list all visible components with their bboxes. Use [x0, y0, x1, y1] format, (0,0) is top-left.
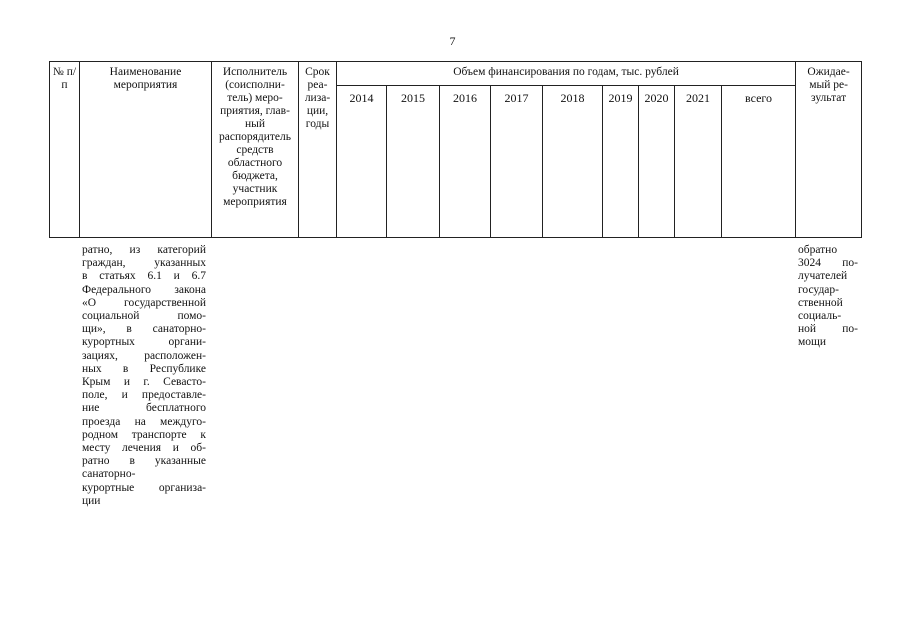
result-line: 3024 по-: [798, 257, 858, 270]
header-year-2021: 2021: [675, 86, 722, 238]
name-line: граждан, указанных: [82, 257, 206, 270]
header-year-2017: 2017: [491, 86, 543, 238]
name-line: социальной помо-: [82, 310, 206, 323]
header-year-2014: 2014: [337, 86, 387, 238]
result-line: обратно: [798, 244, 838, 256]
name-line: Федерального закона: [82, 283, 206, 296]
name-line: поле, и предоставле-: [82, 389, 206, 402]
result-line: ственной: [798, 296, 843, 309]
name-line: ных в Республике: [82, 362, 206, 375]
result-line: государ-: [798, 283, 839, 296]
measure-name-continuation: [82, 244, 206, 508]
name-line: проезда на междуго-: [82, 415, 206, 428]
page-number: 7: [449, 34, 456, 48]
header-funding: Объем финансирования по годам, тыс. рублей: [337, 62, 796, 86]
name-line: в статьях 6.1 и 6.7: [82, 270, 206, 283]
result-line: социаль-: [798, 310, 842, 323]
name-line: санаторно-: [82, 468, 136, 481]
header-result: Ожидае-мый ре-зультат: [796, 62, 862, 238]
name-line: ратно в указанные: [82, 455, 206, 468]
name-line: курортных органи-: [82, 336, 206, 349]
name-line: ние бесплатного: [82, 402, 206, 415]
name-line: месту лечения и об-: [82, 442, 206, 455]
header-year-2016: 2016: [440, 86, 491, 238]
header-total: всего: [722, 86, 796, 238]
header-number: № п/п: [50, 62, 80, 238]
name-line: ции: [82, 494, 101, 507]
result-line: мощи: [798, 336, 827, 349]
header-year-2015: 2015: [387, 86, 440, 238]
name-line: Крым и г. Севасто-: [82, 376, 206, 389]
header-executor: Исполнитель (соисполни-тель) меро-приятия, глав-ный распорядитель средств областного бюджета, участник мероприятия: [212, 62, 299, 238]
header-name: Наименование мероприятия: [80, 62, 212, 238]
name-line: курортные организа-: [82, 481, 206, 494]
expected-result-continuation: [798, 244, 858, 350]
header-year-2020: 2020: [639, 86, 675, 238]
header-year-2019: 2019: [603, 86, 639, 238]
program-table: [49, 61, 862, 238]
name-line: зациях, расположен-: [82, 349, 206, 362]
header-term: Срок реа-лиза-ции, годы: [299, 62, 337, 238]
name-line: ратно, из категорий: [82, 244, 206, 256]
result-line: лучателей: [798, 270, 848, 283]
result-line: ной по-: [798, 323, 858, 336]
name-line: родном транспорте к: [82, 428, 206, 441]
name-line: «О государственной: [82, 296, 206, 309]
header-year-2018: 2018: [543, 86, 603, 238]
name-line: щи», в санаторно-: [82, 323, 206, 336]
